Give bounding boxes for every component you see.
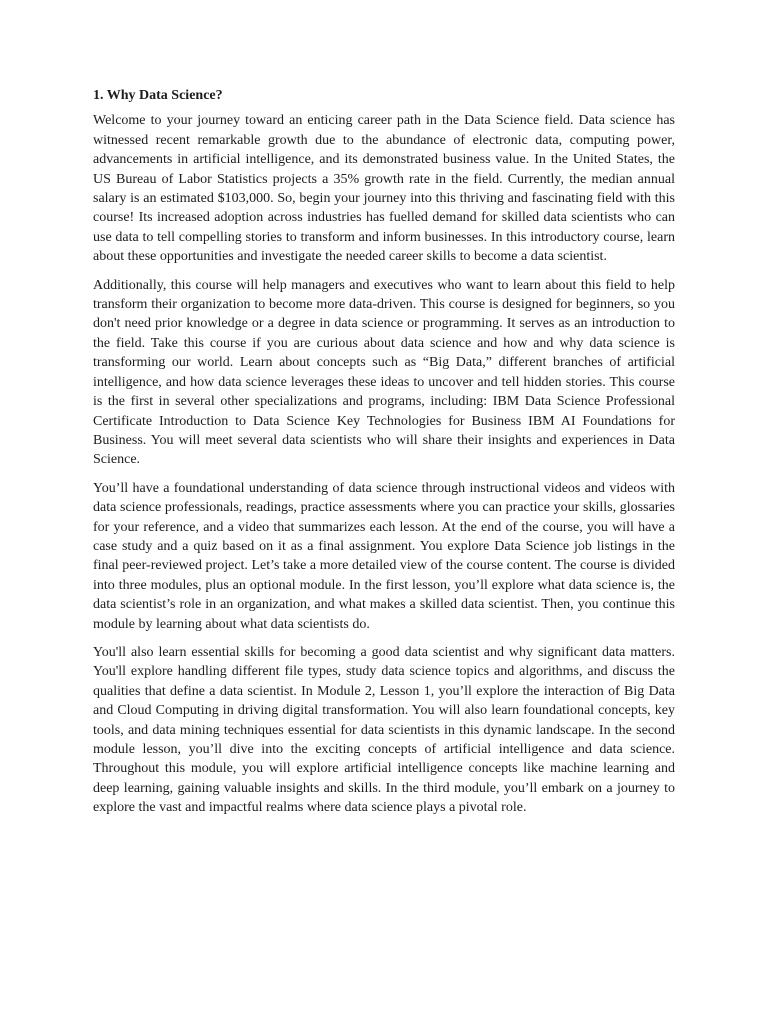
document-page xyxy=(93,86,675,827)
paragraph-intro: Welcome to your journey toward an enticing career path in the Data Science field. Data science has witnessed recent remarkable growth due to the abundance of electronic data, computing power, advancements in artificial intelligence, and its demonstrated business value. In the United States, the US Bureau of Labor Statistics projects a 35% growth rate in the field. Currently, the median annual salary is an estimated $103,000. So, begin your journey into this thriving and fascinating field with this course! Its increased adoption across industries has fuelled demand for skilled data scientists who can use data to tell compelling stories to transform and inform businesses. In this introductory course, learn about these opportunities and investigate the needed career skills to become a data scientist. xyxy=(93,113,675,265)
paragraph-modules: You'll also learn essential skills for becoming a good data scientist and why significant data matters. You'll explore handling different file types, study data science topics and algorithms, and discuss the qualities that define a data scientist. In Module 2, Lesson 1, you’ll explore the interaction of Big Data and Cloud Computing in driving digital transformation. You will also learn foundational concepts, key tools, and data mining techniques essential for data scientists in this dynamic landscape. In the second module lesson, you’ll dive into the exciting concepts of artificial intelligence and data science. Throughout this module, you will explore artificial intelligence concepts like machine learning and deep learning, gaining valuable insights and skills. In the third module, you’ll embark on a journey to explore the vast and impactful realms where data science plays a pivotal role. xyxy=(93,644,675,816)
section-heading: 1. Why Data Science? xyxy=(93,88,223,103)
paragraph-audience: Additionally, this course will help managers and executives who want to learn about this field to help transform their organization to become more data-driven. This course is designed for beginners, so you don't need prior knowledge or a degree in data science or programming. It serves as an introduction to the field. Take this course if you are curious about data science and how and why data science is transforming our world. Learn about concepts such as “Big Data,” different branches of artificial intelligence, and how data science leverages these ideas to uncover and tell hidden stories. This course is the first in several other specializations and programs, including: IBM Data Science Professional Certificate Introduction to Data Science Key Technologies for Business IBM AI Foundations for Business. You will meet several data scientists who will share their insights and experiences in Data Science. xyxy=(93,277,675,468)
paragraph-course-content: You’ll have a foundational understanding of data science through instructional videos and videos with data science professionals, readings, practice assessments where you can practice your skills, glossaries for your reference, and a video that summarizes each lesson. At the end of the course, you will have a case study and a quiz based on it as a final assignment. You explore Data Science job listings in the final peer-reviewed project. Let’s take a more detailed view of the course content. The course is divided into three modules, plus an optional module. In the first lesson, you’ll explore what data science is, the data scientist’s role in an organization, and what makes a skilled data scientist. Then, you continue this module by learning about what data scientists do. xyxy=(93,480,675,632)
